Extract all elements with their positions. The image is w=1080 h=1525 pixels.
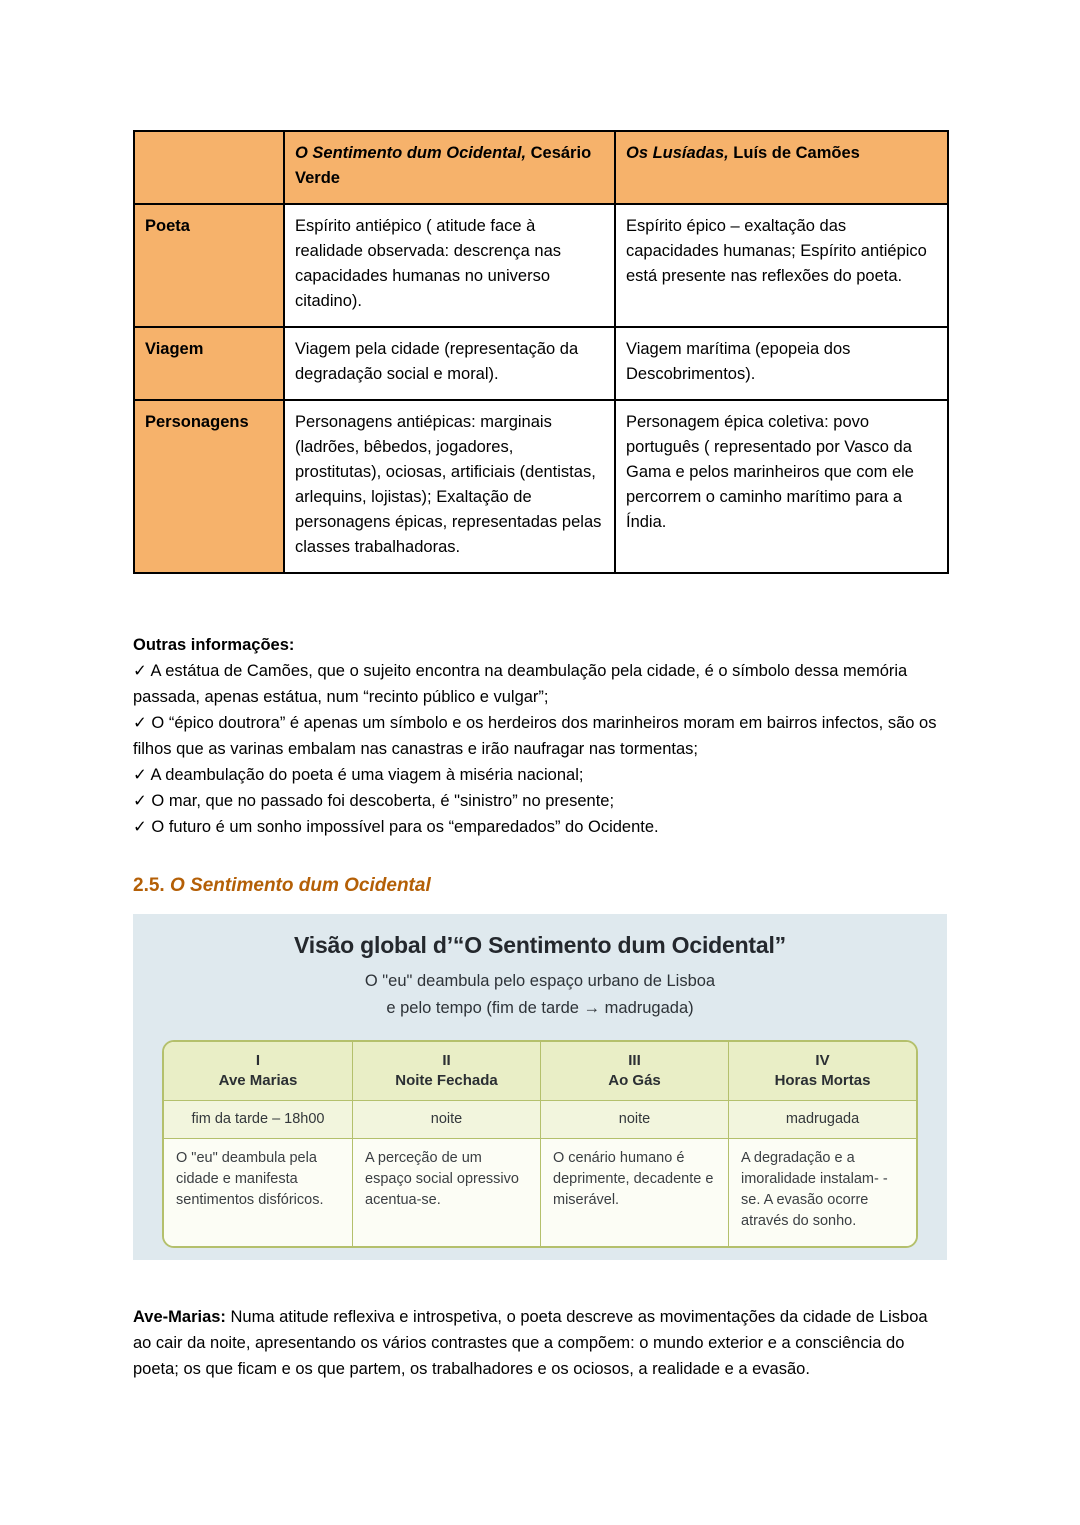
- overview-table: [162, 1040, 918, 1248]
- work-author: Cesário Verde: [295, 144, 592, 187]
- check-item: [133, 710, 947, 762]
- section-title: O Sentimento dum Ocidental: [169, 875, 431, 896]
- check-item-text: O “épico doutrora” é apenas um símbolo e os herdeiros dos marinheiros moram em bairros infectos, são os filhos que as varinas embalam nas canastras e irão naufragar nas tormentas;: [133, 714, 937, 758]
- ave-marias-text: Numa atitude reflexiva e introspetiva, o poeta descreve as movimentações da cidade de Lisboa ao cair da noite, apresentando os vários contrastes que a compõem: o mundo exterior e a consciência do poeta; os que ficam e os que partem, os trabalhadores e os ociosos, a realidade e a evasão.: [133, 1308, 928, 1378]
- cell-poeta-sentimento: Espírito antiépico ( atitude face à realidade observada: descrença nas capacidades humanas no universo citadino).: [284, 204, 615, 327]
- infographic-panel: [133, 914, 947, 1260]
- cell-personagens-lusiadas: Personagem épica coletiva: povo português ( representado por Vasco da Gama e pelos marinheiros que com ele percorrem o caminho marítimo para a Índia.: [615, 400, 948, 573]
- check-item: [133, 658, 947, 710]
- check-icon: ✓: [133, 818, 147, 836]
- table-header-row: [134, 131, 948, 204]
- check-icon: ✓: [133, 714, 147, 732]
- check-item: [133, 788, 947, 814]
- header-cell-empty: [134, 131, 284, 204]
- overview-time-cell: fim da tarde – 18h00: [164, 1100, 352, 1138]
- check-icon: ✓: [133, 792, 147, 810]
- check-icon: ✓: [133, 662, 147, 680]
- check-item: [133, 762, 947, 788]
- ave-marias-lead: Ave-Marias:: [133, 1308, 231, 1326]
- overview-desc-cell: A perceção de um espaço social opressivo acentua-se.: [352, 1138, 540, 1246]
- overview-desc-cell: A degradação e a imoralidade instalam- -se. A evasão ocorre através do sonho.: [728, 1138, 916, 1246]
- check-item-text: O mar, que no passado foi descoberta, é "sinistro” no presente;: [151, 792, 615, 810]
- overview-col-header-horas-mortas: [728, 1042, 916, 1100]
- work-title: O Sentimento dum Ocidental,: [295, 144, 527, 162]
- part-name: Horas Mortas: [774, 1072, 871, 1089]
- check-item-text: A deambulação do poeta é uma viagem à miséria nacional;: [150, 766, 584, 784]
- check-item-text: A estátua de Camões, que o sujeito encontra na deambulação pela cidade, é o símbolo dessa memória passada, apenas estátua, num “recinto público e vulgar”;: [133, 662, 908, 706]
- table-row-viagem: [134, 327, 948, 400]
- work-title: Os Lusíadas,: [626, 144, 729, 162]
- overview-table-grid: [164, 1042, 916, 1246]
- overview-time-cell: madrugada: [728, 1100, 916, 1138]
- header-cell-sentimento: [284, 131, 615, 204]
- other-info-section: [133, 632, 947, 840]
- check-icon: ✓: [133, 766, 147, 784]
- table-row-poeta: [134, 204, 948, 327]
- overview-time-cell: noite: [352, 1100, 540, 1138]
- cell-personagens-sentimento: Personagens antiépicas: marginais (ladrões, bêbedos, jogadores, prostitutas), ociosas, artificiais (dentistas, arlequins, lojistas); Exaltação de personagens épicas, representadas pelas classes trabalhadoras.: [284, 400, 615, 573]
- other-info-heading: Outras informações:: [133, 636, 295, 654]
- overview-col-header-noite-fechada: [352, 1042, 540, 1100]
- infographic-subtitle-line2: e pelo tempo (fim de tarde → madrugada): [386, 999, 694, 1017]
- part-numeral: II: [442, 1052, 451, 1069]
- infographic-subtitle-line1: O "eu" deambula pelo espaço urbano de Lisboa: [364, 972, 716, 990]
- overview-time-cell: noite: [540, 1100, 728, 1138]
- part-name: Noite Fechada: [395, 1072, 498, 1089]
- document-content: [133, 130, 947, 1382]
- part-numeral: I: [255, 1052, 261, 1069]
- header-cell-lusiadas: [615, 131, 948, 204]
- check-item-text: O futuro é um sonho impossível para os “emparedados” do Ocidente.: [151, 818, 659, 836]
- row-label-personagens: Personagens: [134, 400, 284, 573]
- part-numeral: III: [628, 1052, 641, 1069]
- overview-col-header-ave-marias: [164, 1042, 352, 1100]
- work-author: Luís de Camões: [728, 144, 860, 162]
- cell-viagem-sentimento: Viagem pela cidade (representação da degradação social e moral).: [284, 327, 615, 400]
- ave-marias-paragraph: [133, 1304, 947, 1382]
- infographic-title: Visão global d’“O Sentimento dum Ocidental”: [294, 932, 786, 958]
- part-name: Ao Gás: [608, 1072, 661, 1089]
- part-name: Ave Marias: [218, 1072, 298, 1089]
- part-numeral: IV: [815, 1052, 830, 1069]
- cell-poeta-lusiadas: Espírito épico – exaltação das capacidades humanas; Espírito antiépico está presente nas reflexões do poeta.: [615, 204, 948, 327]
- table-row-personagens: [134, 400, 948, 573]
- overview-col-header-ao-gas: [540, 1042, 728, 1100]
- row-label-viagem: Viagem: [134, 327, 284, 400]
- overview-desc-cell: O cenário humano é deprimente, decadente e miserável.: [540, 1138, 728, 1246]
- comparison-table: [133, 130, 949, 574]
- section-number: 2.5.: [133, 875, 170, 896]
- cell-viagem-lusiadas: Viagem marítima (epopeia dos Descobrimentos).: [615, 327, 948, 400]
- check-item: [133, 814, 947, 840]
- overview-desc-cell: O "eu" deambula pela cidade e manifesta sentimentos disfóricos.: [164, 1138, 352, 1246]
- section-heading: [133, 874, 947, 898]
- row-label-poeta: Poeta: [134, 204, 284, 327]
